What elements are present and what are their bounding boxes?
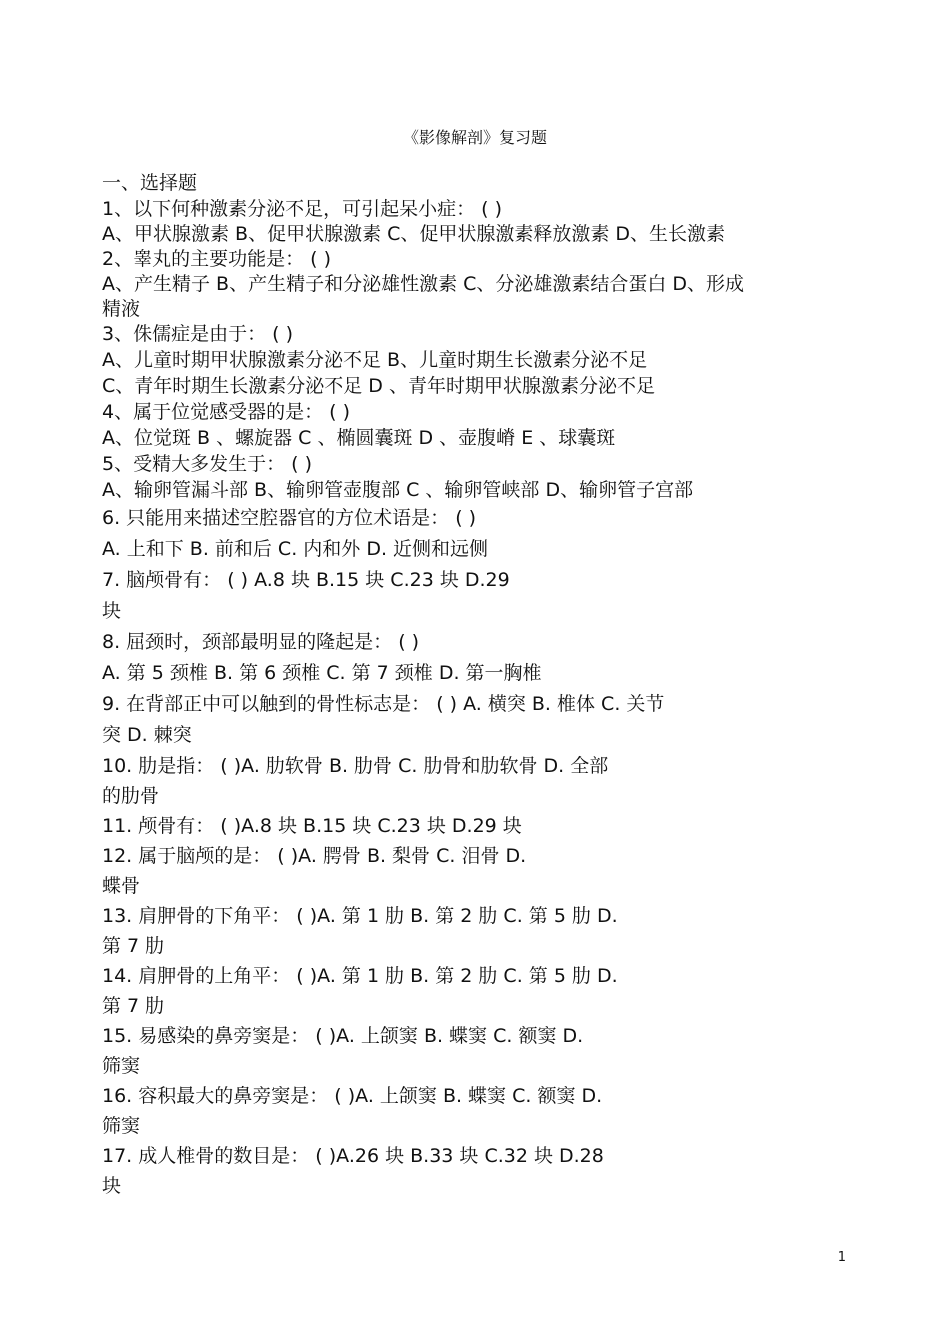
question-line: 蝶骨 [102, 875, 141, 897]
section-heading: 一、选择题 [102, 172, 198, 194]
page-number: 1 [837, 1250, 846, 1265]
question-line: 1、以下何种激素分泌不足，可引起呆小症： ( ) [102, 198, 502, 220]
question-line: 15. 易感染的鼻旁窦是： ( )A. 上颌窦 B. 蝶窦 C. 额窦 D. [102, 1025, 584, 1047]
question-line: A、产生精子 B、产生精子和分泌雄性激素 C、分泌雄激素结合蛋白 D、形成 [102, 273, 745, 295]
question-list [102, 170, 847, 1201]
question-line: 8. 屈颈时，颈部最明显的隆起是： ( ) [102, 631, 420, 653]
question-line: A、位觉斑 B 、螺旋器 C 、椭圆囊斑 D 、壶腹嵴 E 、球囊斑 [102, 427, 616, 449]
question-line: 块 [102, 600, 122, 622]
question-line: 第 7 肋 [102, 935, 165, 957]
question-line: 13. 肩胛骨的下角平： ( )A. 第 1 肋 B. 第 2 肋 C. 第 5 肋 D. [102, 905, 618, 927]
question-line: 5、受精大多发生于： ( ) [102, 453, 312, 475]
question-line: 6. 只能用来描述空腔器官的方位术语是： ( ) [102, 507, 477, 529]
question-line: 14. 肩胛骨的上角平： ( )A. 第 1 肋 B. 第 2 肋 C. 第 5 肋 D. [102, 965, 618, 987]
question-line: 筛窦 [102, 1055, 141, 1077]
question-line: 12. 属于脑颅的是： ( )A. 腭骨 B. 梨骨 C. 泪骨 D. [102, 845, 527, 867]
question-line: 16. 容积最大的鼻旁窦是： ( )A. 上颌窦 B. 蝶窦 C. 额窦 D. [102, 1085, 603, 1107]
question-line: 的肋骨 [102, 785, 160, 807]
question-line: A. 第 5 颈椎 B. 第 6 颈椎 C. 第 7 颈椎 D. 第一胸椎 [102, 662, 542, 684]
question-line: 精液 [102, 298, 141, 320]
question-line: 4、属于位觉感受器的是： ( ) [102, 401, 350, 423]
question-line: A. 上和下 B. 前和后 C. 内和外 D. 近侧和远侧 [102, 538, 489, 560]
question-line: 7. 脑颅骨有： ( ) A.8 块 B.15 块 C.23 块 D.29 [102, 569, 510, 591]
question-line: 块 [102, 1175, 122, 1197]
question-line: A、输卵管漏斗部 B、输卵管壶腹部 C 、输卵管峡部 D、输卵管子宫部 [102, 479, 694, 501]
question-line: A、儿童时期甲状腺激素分泌不足 B、儿童时期生长激素分泌不足 [102, 349, 648, 371]
question-line: 第 7 肋 [102, 995, 165, 1017]
question-line: 9. 在背部正中可以触到的骨性标志是： ( ) A. 横突 B. 椎体 C. 关节 [102, 693, 665, 715]
document-title: 《影像解剖》复习题 [402, 128, 547, 147]
question-line: 筛窦 [102, 1115, 141, 1137]
question-line: 突 D. 棘突 [102, 724, 192, 746]
question-line: 10. 肋是指： ( )A. 肋软骨 B. 肋骨 C. 肋骨和肋软骨 D. 全部 [102, 755, 609, 777]
question-line: 3、侏儒症是由于： ( ) [102, 323, 293, 345]
question-line: 2、睾丸的主要功能是： ( ) [102, 248, 331, 270]
question-line: A、甲状腺激素 B、促甲状腺激素 C、促甲状腺激素释放激素 D、生长激素 [102, 223, 726, 245]
question-line: 11. 颅骨有： ( )A.8 块 B.15 块 C.23 块 D.29 块 [102, 815, 522, 837]
question-line: C、青年时期生长激素分泌不足 D 、青年时期甲状腺激素分泌不足 [102, 375, 655, 397]
question-line: 17. 成人椎骨的数目是： ( )A.26 块 B.33 块 C.32 块 D.28 [102, 1145, 604, 1167]
